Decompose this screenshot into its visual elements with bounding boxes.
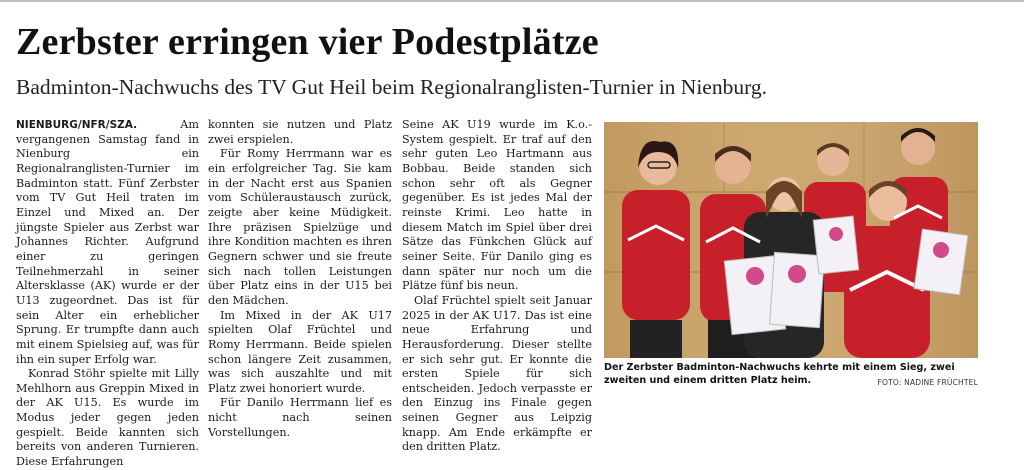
photo-credit: FOTO: NADINE FRÜCHTEL — [877, 378, 978, 387]
team-photo-illustration — [604, 122, 978, 358]
paragraph: Konrad Stöhr spielte mit Lilly Mehlhorn aus Greppin Mixed in der AK U15. Es wurde im Modus jeder gegen jeden gespielt. Beide kannten sich bereits von anderen Turnieren. Diese Erfahrungen — [16, 367, 199, 469]
top-rule — [0, 0, 1024, 2]
paragraph: Für Danilo Herrmann lief es nicht nach seinen Vorstellungen. — [208, 396, 392, 439]
paragraph: Olaf Früchtel spielt seit Januar 2025 in der AK U17. Das ist eine neue Erfahrung und Herausforderung. Dieser stellte er sich sehr gut. Er konnte die ersten Spiele für sich entscheiden. Jedoch verpasste er den Einzug ins Finale gegen seinen Gegner aus Leipzig knapp. Am Ende erkämpfte er den dritten Platz. — [402, 293, 592, 454]
article-column-2 — [208, 118, 392, 440]
paragraph: Im Mixed in der AK U17 spielten Olaf Früchtel und Romy Herrmann. Beide spielen schon längere Zeit zusammen, was sich auszahlte und mit Platz zwei honoriert wurde. — [208, 308, 392, 395]
article-column-1 — [16, 118, 199, 470]
paragraph: Am vergangenen Samstag fand in Nienburg ein Regionalranglisten-Turnier im Badminton statt. Fünf Zerbster vom TV Gut Heil traten im Einzel und Mixed an. Der jüngste Spieler aus Zerbst war Johannes Richter. Aufgrund einer zu geringen Teilnehmerzahl in seiner Altersklasse (AK) wurde er der U13 zugeordnet. Das ist für sein Alter ein erheblicher Sprung. Er trumpfte dann auch mit einem Spielsieg auf, was für ihn ein super Erfolg war. — [16, 118, 199, 366]
photo-caption: Der Zerbster Badminton-Nachwuchs kehrte mit einem Sieg, zwei zweiten und einem dritten Platz heim. — [604, 362, 955, 386]
article-column-3 — [402, 118, 592, 455]
subheadline: Badminton-Nachwuchs des TV Gut Heil beim Regionalranglisten-Turnier in Nienburg. — [16, 75, 767, 99]
dateline: NIENBURG/NFR/SZA. — [16, 119, 138, 131]
paragraph: konnten sie nutzen und Platz zwei erspielen. — [208, 118, 392, 146]
headline: Zerbster erringen vier Podestplätze — [16, 21, 599, 63]
paragraph: Für Romy Herrmann war es ein erfolgreicher Tag. Sie kam in der Nacht erst aus Spanien vom Schüleraustausch zurück, zeigte aber keine Müdigkeit. Ihre präzisen Spielzüge und ihre Kondition machten es ihren Gegnern schwer und sie freute sich nach tollen Leistungen über Platz eins in der U15 bei den Mädchen. — [208, 147, 392, 307]
team-photo — [604, 122, 978, 358]
paragraph: Seine AK U19 wurde im K.o.-System gespielt. Er traf auf den sehr guten Leo Hartmann aus Bobbau. Beide standen sich schon sehr oft als Gegner gegenüber. Es ist jedes Mal der reinste Krimi. Leo hatte in diesem Match im Spiel über drei Sätze das Fünkchen Glück auf seiner Seite. Für Danilo ging es dann später nur noch um die Plätze fünf bis neun. — [402, 118, 592, 293]
